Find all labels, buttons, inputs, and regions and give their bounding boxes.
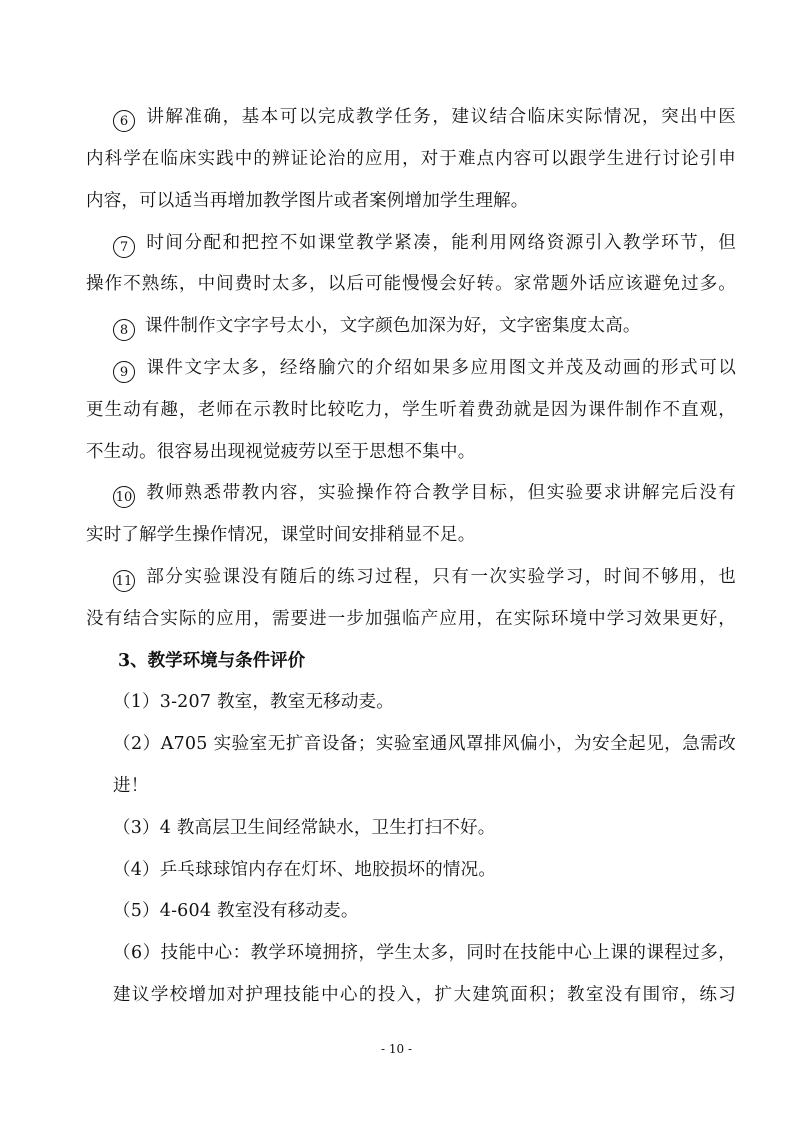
circled-number: 10 (113, 486, 135, 508)
circled-number: 6 (113, 110, 135, 132)
item-6-line-3: 内容，可以适当再增加教学图片或者案例增加学生理解。 (86, 191, 529, 211)
item-6-line-2: 内科学在临床实践中的辨证论治的应用，对于难点内容可以跟学生进行讨论引申 (86, 149, 736, 169)
item-10-line-2: 实时了解学生操作情况，课堂时间安排稍显不足。 (86, 525, 476, 545)
item-11-line-2: 没有结合实际的应用，需要进一步加强临产应用，在实际环境中学习效果更好， (86, 609, 736, 629)
env-item-3: （3）4 教高层卫生间经常缺水，卫生打扫不好。 (113, 818, 496, 838)
circled-number: 8 (113, 319, 135, 341)
item-7-line-2: 操作不熟练，中间费时太多，以后可能慢慢会好转。家常题外话应该避免过多。 (86, 274, 736, 294)
item-7-line-1: 7 时间分配和把控不如课堂教学紧凑，能利用网络资源引入教学环节，但 (113, 231, 736, 258)
item-10-line-1: 10 教师熟悉带教内容，实验操作符合教学目标，但实验要求讲解完后没有 (113, 481, 736, 508)
item-9-line-3: 不生动。很容易出现视觉疲劳以至于思想不集中。 (86, 442, 476, 462)
circled-number: 7 (113, 236, 135, 258)
page-number: - 10 - (380, 1042, 412, 1056)
item-9-line-1: 9 课件文字太多，经络腧穴的介绍如果多应用图文并茂及动画的形式可以 (113, 356, 736, 383)
circled-number: 9 (113, 361, 135, 383)
env-item-6-line-1: （6）技能中心：教学环境拥挤，学生太多，同时在技能中心上课的课程过多， (113, 943, 736, 963)
item-8-line-1: 8 课件制作文字字号太小，文字颜色加深为好，文字密集度太高。 (113, 314, 736, 341)
env-item-2-line-1: （2）A705 实验室无扩音设备；实验室通风罩排风偏小，为安全起见，急需改 (113, 734, 736, 754)
env-item-1: （1）3-207 教室，教室无移动麦。 (113, 692, 394, 712)
item-9-line-2: 更生动有趣，老师在示教时比较吃力，学生听着费劲就是因为课件制作不直观， (86, 400, 736, 420)
env-item-4: （4）乒乓球球馆内存在灯坏、地胶损坏的情况。 (113, 860, 497, 880)
env-item-5: （5）4-604 教室没有移动麦。 (113, 901, 359, 921)
item-11-line-1: 11 部分实验课没有随后的练习过程，只有一次实验学习，时间不够用，也 (113, 565, 736, 592)
circled-number: 11 (113, 570, 135, 592)
env-item-6-line-2: 建议学校增加对护理技能中心的投入，扩大建筑面积；教室没有围帘，练习 (113, 985, 736, 1005)
env-item-2-line-2: 进！ (113, 776, 149, 796)
item-6-line-1: 6 讲解准确，基本可以完成教学任务，建议结合临床实际情况，突出中医 (113, 105, 736, 132)
section-heading: 3、教学环境与条件评价 (118, 651, 306, 671)
